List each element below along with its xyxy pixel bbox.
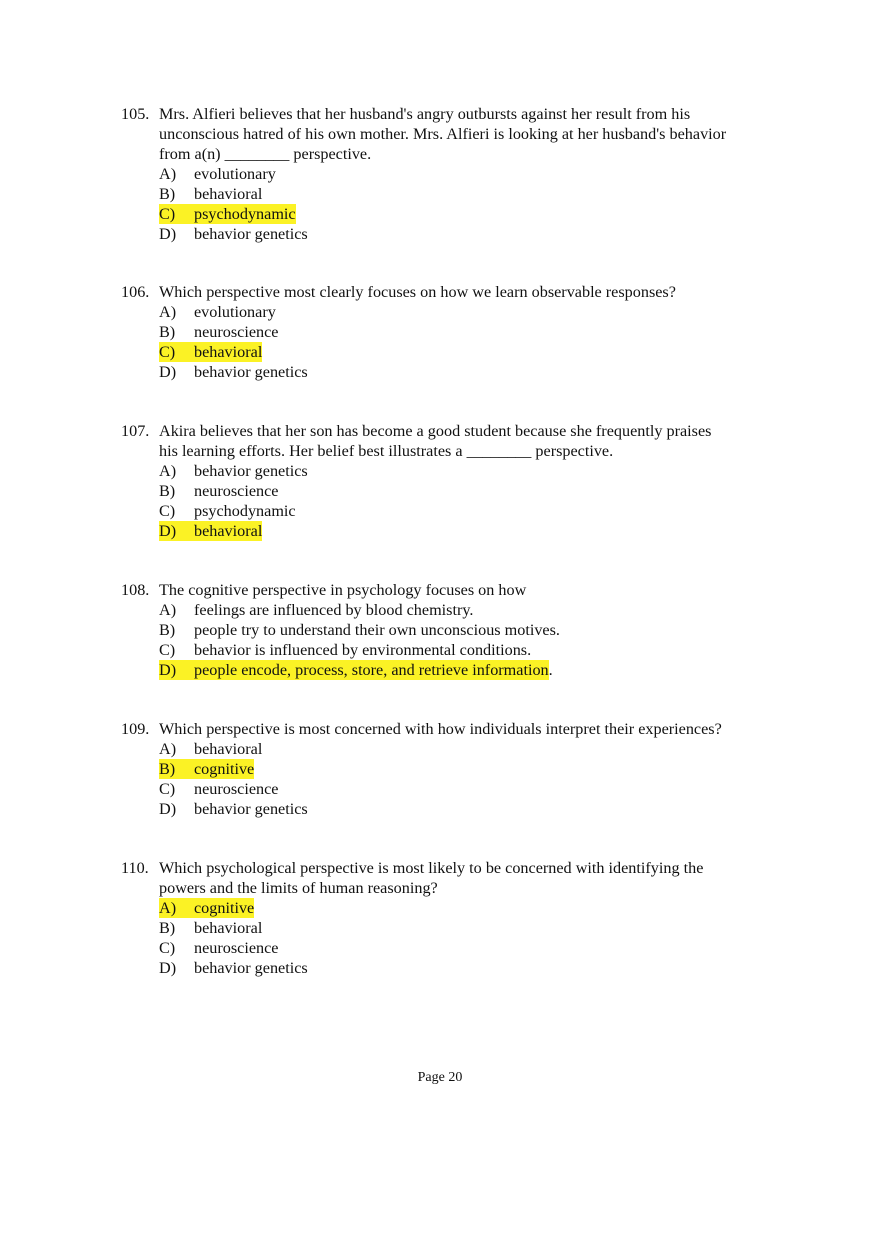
choice-b xyxy=(159,322,801,342)
choice-letter: A) xyxy=(159,899,177,917)
choice-a xyxy=(159,898,801,918)
choice-d xyxy=(159,799,801,819)
question-108 xyxy=(121,580,801,680)
answer-choices xyxy=(159,600,801,680)
question-number: 110. xyxy=(121,859,149,877)
choice-text: behavioral xyxy=(194,740,263,758)
answer-highlight xyxy=(159,204,296,224)
question-107 xyxy=(121,421,801,541)
choice-d xyxy=(159,362,801,382)
answer-highlight xyxy=(159,759,254,779)
choice-text: cognitive xyxy=(194,760,255,778)
question-text: Mrs. Alfieri believes that her husband's angry outbursts against her result from his unconscious hatred of his own mother. Mrs. Alfieri is looking at her husband's behavior from a(n) ________ perspective. xyxy=(159,105,727,163)
answer-highlight xyxy=(159,660,549,680)
choice-letter: A) xyxy=(159,462,177,480)
choice-text: behavior genetics xyxy=(194,800,308,818)
question-number: 106. xyxy=(121,283,150,301)
choice-c xyxy=(159,501,801,521)
choice-letter: A) xyxy=(159,740,177,758)
question-106 xyxy=(121,282,801,382)
question-number: 108. xyxy=(121,581,150,599)
answer-choices xyxy=(159,739,801,819)
choice-c xyxy=(159,342,801,362)
choice-a xyxy=(159,600,801,620)
choice-trailing-period: . xyxy=(548,661,553,679)
choice-letter: D) xyxy=(159,800,177,818)
choice-text: people encode, process, store, and retrieve information xyxy=(194,661,549,679)
choice-a xyxy=(159,302,801,322)
choice-text: behavioral xyxy=(194,522,263,540)
choice-letter: D) xyxy=(159,225,177,243)
answer-choices xyxy=(159,461,801,541)
choice-b xyxy=(159,620,801,640)
choice-c xyxy=(159,938,801,958)
choice-b xyxy=(159,918,801,938)
question-number: 109. xyxy=(121,720,150,738)
choice-a xyxy=(159,164,801,184)
choice-d xyxy=(159,521,801,541)
choice-text: evolutionary xyxy=(194,165,276,183)
choice-b xyxy=(159,759,801,779)
choice-text: behavior genetics xyxy=(194,959,308,977)
question-number: 107. xyxy=(121,422,150,440)
choice-letter: B) xyxy=(159,185,176,203)
choice-text: psychodynamic xyxy=(194,205,296,223)
choice-letter: A) xyxy=(159,165,177,183)
choice-text: people try to understand their own unconscious motives. xyxy=(194,621,560,639)
choice-text: behavior genetics xyxy=(194,462,308,480)
answer-highlight xyxy=(159,342,262,362)
choice-text: neuroscience xyxy=(194,939,279,957)
choice-text: feelings are influenced by blood chemistry. xyxy=(194,601,474,619)
page-number: Page 20 xyxy=(417,1070,463,1085)
choice-letter: C) xyxy=(159,205,176,223)
choice-letter: C) xyxy=(159,780,176,798)
choice-text: behavior genetics xyxy=(194,363,308,381)
choice-b xyxy=(159,184,801,204)
question-text: Akira believes that her son has become a good student because she frequently praises his learning efforts. Her belief best illustrates a ________ perspective. xyxy=(159,422,712,460)
question-105 xyxy=(121,104,801,244)
choice-letter: C) xyxy=(159,939,176,957)
choice-c xyxy=(159,640,801,660)
choice-text: behavioral xyxy=(194,185,263,203)
choice-letter: B) xyxy=(159,621,176,639)
answer-choices xyxy=(159,898,801,978)
choice-text: behavioral xyxy=(194,919,263,937)
choice-letter: A) xyxy=(159,601,177,619)
answer-highlight xyxy=(159,521,262,541)
choice-text: behavioral xyxy=(194,343,263,361)
answer-choices xyxy=(159,302,801,382)
choice-text: neuroscience xyxy=(194,482,279,500)
choice-letter: C) xyxy=(159,502,176,520)
choice-text: behavior genetics xyxy=(194,225,308,243)
choice-text: cognitive xyxy=(194,899,255,917)
answer-highlight xyxy=(159,898,254,918)
choice-b xyxy=(159,481,801,501)
choice-letter: B) xyxy=(159,323,176,341)
choice-letter: D) xyxy=(159,522,177,540)
choice-letter: B) xyxy=(159,760,176,778)
choice-a xyxy=(159,461,801,481)
choice-text: neuroscience xyxy=(194,323,279,341)
question-110 xyxy=(121,858,801,978)
choice-letter: D) xyxy=(159,959,177,977)
choice-text: neuroscience xyxy=(194,780,279,798)
choice-d xyxy=(159,660,801,680)
choice-letter: C) xyxy=(159,343,176,361)
choice-letter: D) xyxy=(159,661,177,679)
question-text: Which perspective is most concerned with how individuals interpret their experiences? xyxy=(159,720,722,738)
choice-c xyxy=(159,779,801,799)
choice-d xyxy=(159,224,801,244)
choice-letter: A) xyxy=(159,303,177,321)
question-number: 105. xyxy=(121,105,150,123)
choice-text: evolutionary xyxy=(194,303,276,321)
answer-choices xyxy=(159,164,801,244)
choice-text: behavior is influenced by environmental conditions. xyxy=(194,641,532,659)
choice-letter: D) xyxy=(159,363,177,381)
question-text: The cognitive perspective in psychology focuses on how xyxy=(159,581,527,599)
choice-a xyxy=(159,739,801,759)
question-text: Which perspective most clearly focuses on how we learn observable responses? xyxy=(159,283,676,301)
question-109 xyxy=(121,719,801,819)
choice-d xyxy=(159,958,801,978)
choice-letter: B) xyxy=(159,919,176,937)
choice-c xyxy=(159,204,801,224)
choice-letter: B) xyxy=(159,482,176,500)
choice-text: psychodynamic xyxy=(194,502,296,520)
question-text: Which psychological perspective is most likely to be concerned with identifying the powers and the limits of human reasoning? xyxy=(159,859,704,897)
choice-letter: C) xyxy=(159,641,176,659)
